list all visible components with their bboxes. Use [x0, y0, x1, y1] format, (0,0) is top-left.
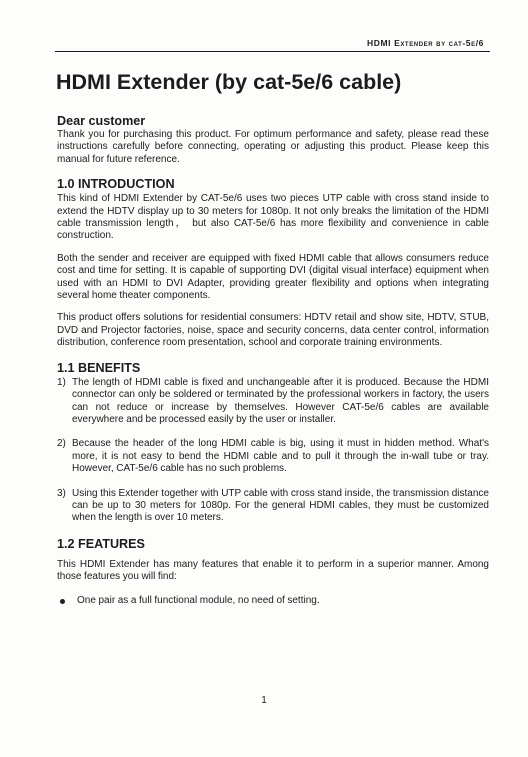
header-rule — [55, 51, 490, 52]
features-heading: 1.2 FEATURES — [57, 536, 145, 551]
introduction-paragraph: This product offers solutions for residential consumers: HDTV retail and show site, HDTV, STUB, DVD and Projector factories, noise, space and security concerns, data center control, information distribution, conference room presentation, school and corporate training environments. — [57, 312, 489, 349]
benefit-text: Using this Extender together with UTP cable with cross stand inside, the transmission distance can be up to 30 meters for 1080p. For the general HDMI cables, they must be customized when the length is over 10 meters. — [72, 487, 489, 524]
benefit-item — [57, 438, 489, 475]
benefit-number: 2) — [57, 438, 66, 450]
introduction-paragraph: This kind of HDMI Extender by CAT-5e/6 uses two pieces UTP cable with cross stand inside to extend the HDTV display up to 30 meters for 1080p. It not only breaks the limitation of the HDMI cable transmission length， but also CAT-5e/6 has more flexibility and convenience in cable construction. — [57, 193, 489, 242]
features-intro: This HDMI Extender has many features that enable it to perform in a superior manner. Among those features you will find: — [57, 558, 489, 583]
benefit-number: 3) — [57, 487, 66, 499]
running-header: HDMI Extender by cat-5e/6 — [366, 38, 484, 48]
feature-text: One pair as a full functional module, no need of setting. — [77, 594, 320, 606]
bullet-icon — [60, 599, 65, 604]
benefits-section — [57, 361, 489, 525]
benefit-item — [57, 488, 489, 525]
greeting-heading: Dear customer — [57, 114, 146, 128]
introduction-paragraph: Both the sender and receiver are equipped with fixed HDMI cable that allows consumers reduce cost and time for setting. It is capable of supporting DVI (digital visual interface) equipment when used with an HDMI to DVI Adapter, providing greater flexibility and options when integrating several home theater components. — [57, 252, 489, 302]
benefits-list — [57, 377, 489, 525]
main-content — [57, 114, 489, 607]
feature-item — [57, 595, 489, 607]
benefit-number: 1) — [57, 376, 66, 388]
introduction-section — [57, 177, 489, 349]
document-title: HDMI Extender (by cat-5e/6 cable) — [56, 70, 402, 94]
page-number: 1 — [261, 695, 267, 706]
features-section — [57, 537, 489, 607]
benefit-text: Because the header of the long HDMI cable is big, using it must in hidden method. What's more, it is not easy to bend the HDMI cable and to pull it through the in-wall tube or tray. However, CAT-5e/6 cable has no such problems. — [72, 438, 489, 475]
greeting-section — [57, 114, 489, 166]
benefit-item — [57, 377, 489, 427]
greeting-paragraph: Thank you for purchasing this product. For optimum performance and safety, please read these instructions carefully before connecting, operating or adjusting this product. Please keep this manual for future reference. — [57, 129, 489, 165]
benefit-text: The length of HDMI cable is fixed and unchangeable after it is produced. Because the HDMI connector can only be soldered or terminated by the professional workers in factory, the users can not reduce or increase by themselves. However CAT-5e/6 cables are available everywhere and be processed easily by the user or installer. — [72, 376, 489, 425]
benefits-heading: 1.1 BENEFITS — [57, 360, 141, 375]
introduction-heading: 1.0 INTRODUCTION — [57, 177, 175, 192]
